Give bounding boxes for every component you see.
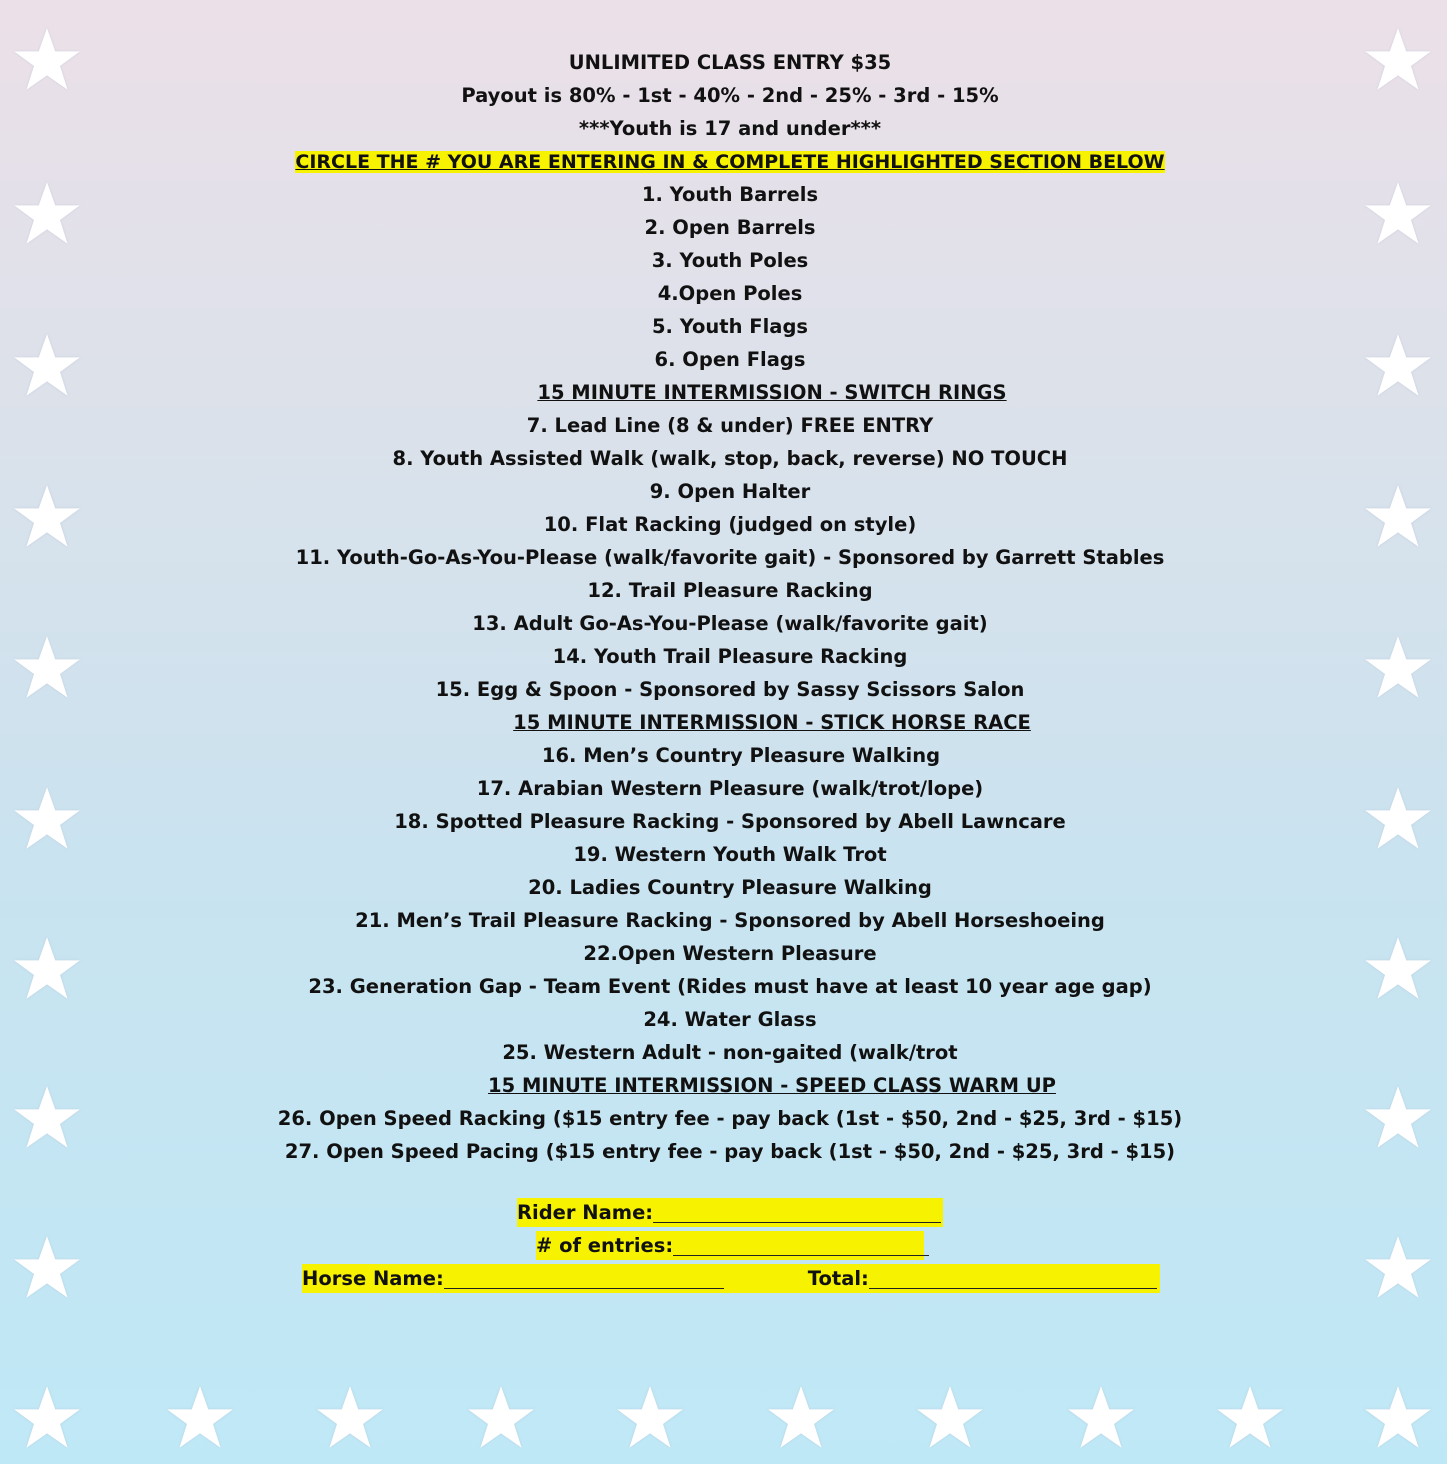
star-icon [1066,1384,1136,1454]
star-icon [1363,180,1433,250]
class-item[interactable]: 25. Western Adult - non-gaited (walk/trot [502,1041,958,1064]
class-item[interactable]: 2. Open Barrels [644,216,816,239]
class-item[interactable]: 20. Ladies Country Pleasure Walking [528,876,932,899]
star-icon [12,634,82,704]
entries-label: # of entries: [536,1234,674,1257]
class-item[interactable]: 14. Youth Trail Pleasure Racking [552,645,908,668]
star-icon [1363,1384,1433,1454]
star-icon [12,26,82,96]
star-icon [915,1384,985,1454]
entries-input[interactable] [673,1233,929,1256]
class-item[interactable]: 8. Youth Assisted Walk (walk, stop, back, reverse) NO TOUCH [392,447,1068,470]
star-icon [1363,1234,1433,1304]
star-icon [12,1384,82,1454]
intermission-heading: 15 MINUTE INTERMISSION - SWITCH RINGS [537,381,1007,404]
class-item[interactable]: 1. Youth Barrels [641,183,819,206]
star-icon [12,1234,82,1304]
total-input[interactable] [869,1266,1157,1289]
class-item[interactable]: 4.Open Poles [657,282,803,305]
class-item[interactable]: 16. Men’s Country Pleasure Walking [541,744,941,767]
payout-text: Payout is 80% - 1st - 40% - 2nd - 25% - 3rd - 15% [461,84,999,107]
intermission-heading: 15 MINUTE INTERMISSION - STICK HORSE RACE [513,711,1031,734]
class-item[interactable]: 24. Water Glass [643,1008,817,1031]
intermission-heading: 15 MINUTE INTERMISSION - SPEED CLASS WARM UP [488,1074,1056,1097]
class-item[interactable]: 13. Adult Go-As-You-Please (walk/favorite gait) [472,612,988,635]
class-item[interactable]: 18. Spotted Pleasure Racking - Sponsored by Abell Lawncare [394,810,1066,833]
class-item[interactable]: 9. Open Halter [649,480,811,503]
horse-name-input[interactable] [444,1266,724,1289]
sheet-title: UNLIMITED CLASS ENTRY $35 [568,51,892,74]
rider-name-label: Rider Name: [517,1201,654,1224]
star-icon [1363,26,1433,96]
class-item[interactable]: 5. Youth Flags [651,315,809,338]
entry-sheet [250,46,1210,1168]
star-icon [315,1384,385,1454]
class-item[interactable]: 11. Youth-Go-As-You-Please (walk/favorite gait) - Sponsored by Garrett Stables [295,546,1165,569]
star-icon [12,785,82,855]
class-item[interactable]: 6. Open Flags [654,348,806,371]
entries-field[interactable] [536,1231,924,1260]
star-icon [1215,1384,1285,1454]
class-item[interactable]: 15. Egg & Spoon - Sponsored by Sassy Scissors Salon [435,678,1025,701]
class-item[interactable]: 7. Lead Line (8 & under) FREE ENTRY [526,414,934,437]
star-icon [1363,634,1433,704]
horse-total-row [302,1264,1160,1293]
star-icon [615,1384,685,1454]
class-item[interactable]: 27. Open Speed Pacing ($15 entry fee - pay back (1st - $50, 2nd - $25, 3rd - $15) [284,1140,1176,1163]
star-icon [766,1384,836,1454]
class-item[interactable]: 12. Trail Pleasure Racking [587,579,873,602]
star-icon [1363,785,1433,855]
class-item[interactable]: 3. Youth Poles [651,249,809,272]
class-item[interactable]: 23. Generation Gap - Team Event (Rides must have at least 10 year age gap) [308,975,1152,998]
star-icon [1363,935,1433,1005]
star-icon [12,483,82,553]
star-icon [165,1384,235,1454]
star-icon [12,1084,82,1154]
class-item[interactable]: 19. Western Youth Walk Trot [573,843,887,866]
class-item[interactable]: 17. Arabian Western Pleasure (walk/trot/lope) [476,777,984,800]
star-icon [1363,1084,1433,1154]
star-icon [12,935,82,1005]
rider-name-input[interactable] [653,1200,941,1223]
star-icon [1363,332,1433,402]
youth-note: ***Youth is 17 and under*** [578,117,882,140]
star-icon [466,1384,536,1454]
instruction-banner: CIRCLE THE # YOU ARE ENTERING IN & COMPLETE HIGHLIGHTED SECTION BELOW [295,151,1165,173]
star-icon [12,332,82,402]
star-icon [1363,483,1433,553]
class-item[interactable]: 22.Open Western Pleasure [583,942,877,965]
rider-name-field[interactable] [517,1198,943,1227]
total-label: Total: [807,1267,869,1290]
star-icon [12,180,82,250]
horse-name-label: Horse Name: [302,1267,444,1290]
class-item[interactable]: 26. Open Speed Racking ($15 entry fee - pay back (1st - $50, 2nd - $25, 3rd - $15) [277,1107,1183,1130]
class-item[interactable]: 21. Men’s Trail Pleasure Racking - Sponsored by Abell Horseshoeing [355,909,1105,932]
class-item[interactable]: 10. Flat Racking (judged on style) [543,513,917,536]
